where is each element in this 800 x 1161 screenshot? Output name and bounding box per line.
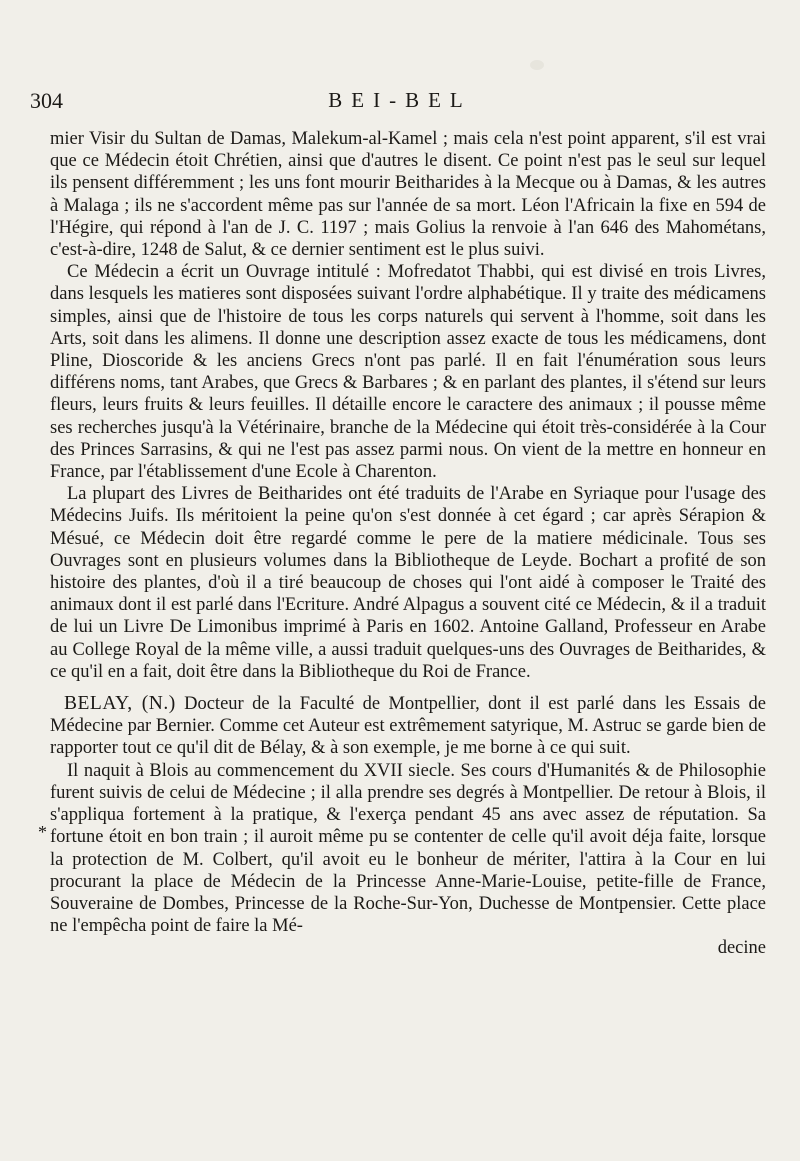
- paragraph-continuation: mier Visir du Sultan de Damas, Malekum-al-Kamel ; mais cela n'est point apparent, s'il est vrai que ce Médecin étoit Chrétien, ainsi que d'autres le disent. Ce point n'est pas le seul sur lequel ils pensent différemment ; les uns font mourir Beitharides à la Mecque ou à Damas, & les autres à Malaga ; ils ne s'accordent même pas sur l'année de sa mort. Léon l'Africain la fixe en 594 de l'Hégire, qui répond à l'an de J. C. 1197 ; mais Golius la renvoie à l'an 646 des Mahométans, c'est-à-dire, 1248 de Salut, & ce dernier sentiment est le plus suivi.: [50, 129, 766, 261]
- entry-belay: [50, 693, 766, 760]
- paragraph: Ce Médecin a écrit un Ouvrage intitulé : Mofredatot Thabbi, qui est divisé en trois Livres, dans lesquels les matieres sont disposées suivant l'ordre alphabétique. Il y traite des médicamens simples, ainsi que de l'histoire de tous les corps naturels qui servent à l'homme, soit dans les Arts, soit dans les alimens. Il donne une description assez exacte de tous les médicamens, dont Pline, Dioscoride & les anciens Grecs n'ont pas parlé. Il en fait l'énumération sous leurs différens noms, tant Arabes, que Grecs & Barbares ; & en parlant des plantes, il s'étend sur leurs fleurs, leurs fruits & leurs feuilles. Il détaille encore le caractere des animaux ; il pousse même ses recherches jusqu'à la Vétérinaire, branche de la Médecine qui étoit très-considérée à la Cour des Princes Sarrasins, & qui ne l'est pas assez parmi nous. On vient de la mettre en honneur en France, par l'établissement d'une Ecole à Charenton.: [50, 262, 766, 483]
- paragraph: La plupart des Livres de Beitharides ont été traduits de l'Arabe en Syriaque pour l'usage des Médecins Juifs. Ils méritoient la peine qu'on s'est donnée à cet égard ; car après Sérapion & Mésué, ce Médecin doit être regardé comme le pere de la matiere médicinale. Tous ses Ouvrages sont en plusieurs volumes dans la Bibliotheque de Leyde. Bochart a profité de son histoire des plantes, d'où il a tiré beaucoup de choses qui l'ont aidé à composer le Traité des animaux dont il est parlé dans l'Ecriture. André Alpagus a souvent cité ce Médecin, & il a traduit de lui un Livre De Limonibus imprimé à Paris en 1602. Antoine Galland, Professeur en Arabe au College Royal de la même ville, a aussi traduit quelques-uns des Ouvrages de Beitharides, & ce qu'il en a fait, doit être dans la Bibliotheque du Roi de France.: [50, 484, 766, 682]
- entry-text: Docteur de la Faculté de Montpellier, dont il est parlé dans les Essais de Médecine par Bernier. Comme cet Auteur est extrêmement satyrique, M. Astruc se garde bien de rapporter tout ce qu'il dit de Bélay, & à son exemple, je me borne à ce qui suit.: [50, 694, 766, 759]
- running-head: BEI-BEL: [328, 88, 472, 112]
- paragraph: Il naquit à Blois au commencement du XVII siecle. Ses cours d'Humanités & de Philosophie furent suivis de celui de Médecine ; il alla prendre ses degrés à Montpellier. De retour à Blois, il s'appliqua fortement à la pratique, & l'exerça pendant 45 ans avec assez de réputation. Sa fortune étoit en bon train ; il auroit même pu se contenter de celle qu'il avoit déja faite, lorsque la protection de M. Colbert, qu'il avoit eu le bonheur de mériter, l'attira à la Cour en lui procurant la place de Médecin de la Princesse Anne-Marie-Louise, petite-fille de France, Souveraine de Dombes, Princesse de la Roche-Sur-Yon, Duchesse de Montpensier. Cette place ne l'empêcha point de faire la Mé-: [50, 760, 766, 937]
- margin-asterisk: *: [38, 822, 47, 842]
- page-header: [30, 88, 770, 118]
- page-number: 304: [30, 88, 63, 113]
- entry-headword: BELAY, (N.): [64, 693, 176, 715]
- body-text: [50, 128, 766, 960]
- catchword: decine: [717, 938, 766, 959]
